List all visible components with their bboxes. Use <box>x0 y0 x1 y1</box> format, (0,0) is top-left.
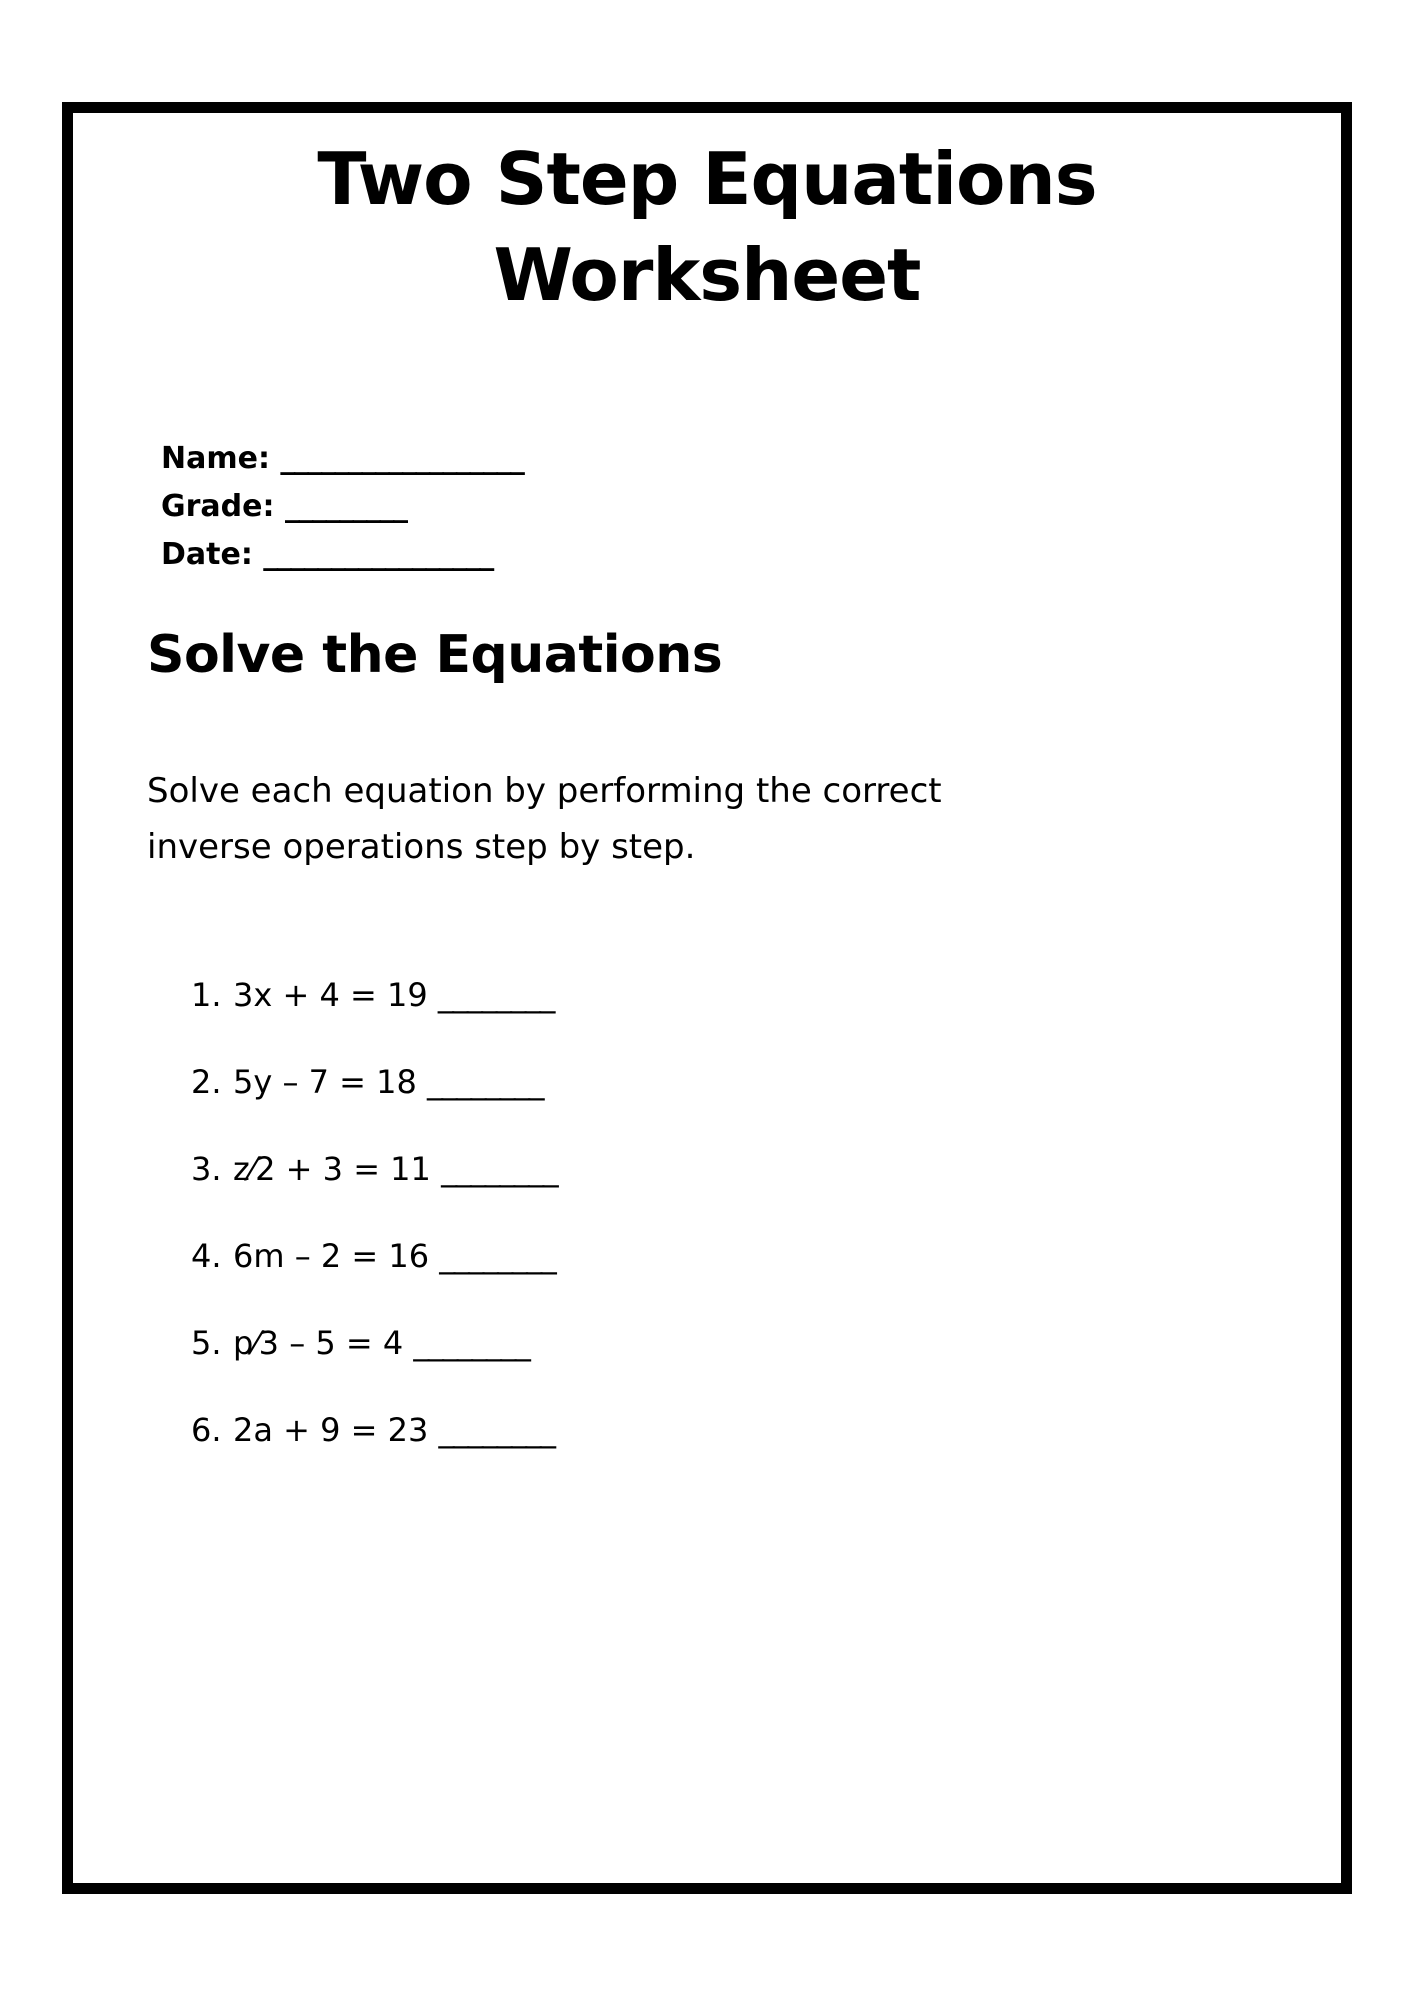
equation-expression: 5y – 7 = 18 <box>233 1063 417 1101</box>
equation-item-3 <box>191 1147 1091 1191</box>
grade-field-blank[interactable]: _________ <box>284 489 407 524</box>
equation-expression: 3x + 4 = 19 <box>233 976 428 1014</box>
equation-number: 6. <box>191 1411 222 1449</box>
date-field-blank[interactable]: _________________ <box>263 537 493 572</box>
equation-item-1 <box>191 973 1091 1017</box>
section-heading: Solve the Equations <box>147 625 723 685</box>
equation-number: 1. <box>191 976 222 1014</box>
equation-answer-blank[interactable]: ________ <box>441 1150 558 1188</box>
equations-list <box>191 973 1091 1452</box>
equation-answer-blank[interactable]: ________ <box>439 1237 556 1275</box>
worksheet-title <box>73 131 1341 323</box>
worksheet-content <box>73 113 1341 1883</box>
section-instructions: Solve each equation by performing the correct inverse operations step by step. <box>147 771 942 867</box>
equation-answer-blank[interactable]: ________ <box>438 1411 555 1449</box>
equation-number: 2. <box>191 1063 222 1101</box>
title-line-1: Two Step Equations <box>317 137 1097 221</box>
equation-expression: p⁄3 – 5 = 4 <box>233 1324 404 1362</box>
date-field-label: Date: <box>161 537 253 572</box>
student-info-fields <box>161 435 981 579</box>
equation-item-6 <box>191 1408 1091 1452</box>
equation-number: 3. <box>191 1150 222 1188</box>
equation-expression: 6m – 2 = 16 <box>233 1237 430 1275</box>
date-field-row <box>161 531 981 579</box>
grade-field-label: Grade: <box>161 489 275 524</box>
name-field-blank[interactable]: __________________ <box>280 441 524 476</box>
equation-item-5 <box>191 1321 1091 1365</box>
equation-answer-blank[interactable]: ________ <box>413 1324 530 1362</box>
equation-answer-blank[interactable]: ________ <box>427 1063 544 1101</box>
name-field-label: Name: <box>161 441 270 476</box>
grade-field-row <box>161 483 981 531</box>
equation-number: 4. <box>191 1237 222 1275</box>
equation-expression: z⁄2 + 3 = 11 <box>233 1150 442 1188</box>
name-field-row <box>161 435 981 483</box>
equation-number: 5. <box>191 1324 222 1362</box>
equation-expression: 2a + 9 = 23 <box>233 1411 429 1449</box>
page-border-frame <box>62 102 1352 1894</box>
equation-answer-blank[interactable]: ________ <box>437 976 554 1014</box>
equation-item-4 <box>191 1234 1091 1278</box>
title-line-2: Worksheet <box>493 233 921 317</box>
equation-item-2 <box>191 1060 1091 1104</box>
